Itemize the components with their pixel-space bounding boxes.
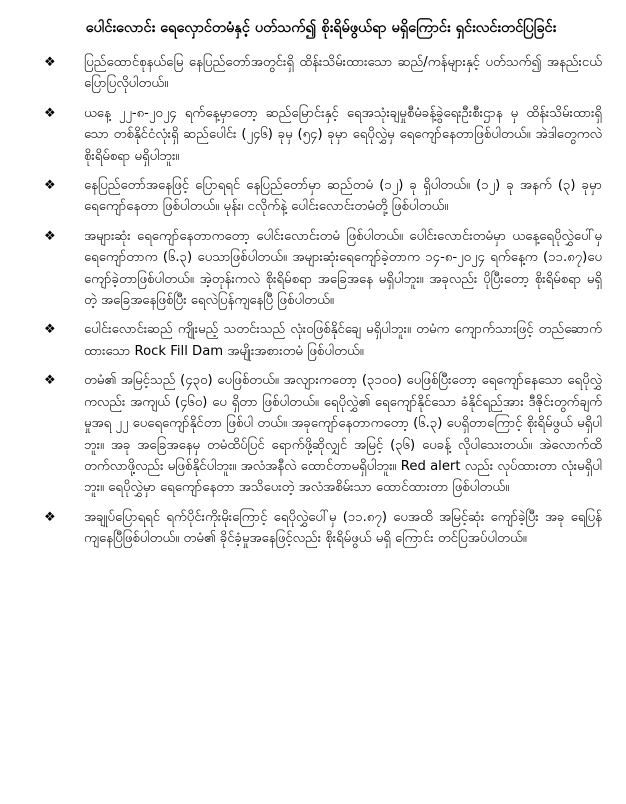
list-item — [40, 226, 602, 312]
list-item — [40, 370, 602, 498]
diamond-bullet-icon: ❖ — [44, 55, 56, 70]
paragraph-text: တမံ၏ အမြင့်သည် (၄၃၀) ပေဖြစ်တယ်။ အလျားကတော့ (၃၁၀၀) ပေဖြစ်ပြီးတော့ ရေကျော်နေသော ရေပိုလွှဲကလည်း အကျယ် (၄၆၀) ပေ ရှိတာ ဖြစ်ပါတယ်။ ရေပိုလွှဲ၏ ရေကျော်နိုင်သော ခံနိုင်ရည်အား ဒီဇိုင်းတွက်ချက်မှုအရ ၂၂ ပေရေကျော်နိုင်တာ ဖြစ်ပါ တယ်။ အခုကျော်နေတာကတော့ (၆.၃) ပေရှိတာကြောင့် စိုးရိမ်ဖွယ် မရှိပါဘူး။ အခု အခြေအနေမှ တမံထိပ်ပြင် ရောက်ဖို့ဆိုလျှင် အမြင့် (၃၆) ပေခန့် လိုပါသေးတယ်။ အဲလောက်ထိ တက်လာဖို့လည်း မဖြစ်နိုင်ပါဘူး။ အလံအနီလဲ ထောင်တာမရှိပါဘူး။ Red alert လည်း လုပ်ထားတာ လုံးမရှိပါဘူး။ ရေပိုလွှဲမှာ ရေကျော်နေတာ အသိပေးတဲ့ အလံအစိမ်းသာ ထောင်ထားတာ ဖြစ်ပါတယ်။ — [84, 373, 602, 496]
paragraph-text: အချုပ်ပြောရရင် ရက်ပိုင်းကိုးမိုးကြောင့် ရေပိုလွှဲပေါ်မှ (၁၁.၈၇) ပေအထိ အမြင့်ဆုံး ကျော်ခဲ့ပြီး အခု ရေပြန်ကျနေပြီဖြစ်ပါတယ်။ တမံ၏ ခိုင်ခံ့မှုအနေဖြင့်လည်း စိုးရိမ်ဖွယ် မရှိ ကြောင်း တင်ပြအပ်ပါတယ်။ — [84, 509, 602, 547]
list-item — [40, 319, 602, 362]
list-item — [40, 175, 602, 218]
paragraph-text: နေပြည်တော်အနေဖြင့် ပြောရရင် နေပြည်တော်မှာ ဆည်တမံ (၁၂) ခု ရှိပါတယ်။ (၁၂) ခု အနက် (၃) ခုမှာ ရေကျော်နေတာ ဖြစ်ပါတယ်။ မုန်း၊ ငလိုက်နဲ့ ပေါင်းလောင်းတမံတို့ ဖြစ်ပါတယ်။ — [84, 178, 602, 215]
diamond-bullet-icon: ❖ — [44, 509, 56, 525]
paragraph-text: ပေါင်းလောင်းဆည် ကျိုးမည့် သတင်းသည် လုံးဝဖြစ်နိုင်ချေ မရှိပါဘူး။ တမံက ကျောက်သားဖြင့် တည်ဆောက်ထားသော Rock Fill Dam အမျိုးအစားတမံ ဖြစ်ပါတယ်။ — [84, 322, 602, 359]
list-item — [40, 507, 602, 550]
paragraph-list — [40, 52, 602, 550]
list-item — [40, 103, 602, 167]
paragraph-text: ပြည်ထောင်စုနယ်မြေ နေပြည်တော်အတွင်းရှိ ထိန်းသိမ်းထားသော ဆည်/ကန်များနှင့် ပတ်သက်၍ အနည်းငယ် ပြောပြလိုပါတယ်။ — [84, 55, 602, 92]
diamond-bullet-icon: ❖ — [44, 373, 56, 389]
diamond-bullet-icon: ❖ — [44, 178, 56, 194]
document-title: ပေါင်းလောင်း ရေလှောင်တမံနှင့် ပတ်သက်၍ စိုးရိမ်ဖွယ်ရာ မရှိကြောင်း ရှင်းလင်းတင်ပြခြင်း — [85, 20, 557, 36]
diamond-bullet-icon: ❖ — [44, 105, 56, 121]
list-item — [40, 52, 602, 95]
paragraph-text: ယနေ့ ၂၂-၈-၂၀၂၄ ရက်နေ့မှာတော့ ဆည်မြောင်းနှင့် ရေအသုံးချမှုစီမံခန့်ခွဲရေးဦးစီးဌာန မှ ထိန်းသိမ်းထားရှိသော တစ်နိုင်ငံလုံးရှိ ဆည်ပေါင်း (၂၄၆) ခုမှ (၅၄) ခုမှာ ရေပိုလွှဲမှ ရေကျော်နေတာဖြစ်ပါတယ်။ အဲဒါတွေကလဲ စိုးရိမ်စရာ မရှိပါဘူး။ — [84, 105, 602, 164]
paragraph-text: အများဆုံး ရေကျော်နေတာကတော့ ပေါင်းလောင်းတမံ ဖြစ်ပါတယ်။ ပေါင်းလောင်းတမံမှာ ယနေ့ရေပိုလွှဲပေါ်မှ ရေကျော်တာက (၆.၃) ပေသာဖြစ်ပါတယ်။ အများဆုံးရေကျော်ခဲ့တာက ၁၄-၈-၂၀၂၄ ရက်နေ့က (၁၁.၈၇)ပေ ကျော်ခဲ့တာဖြစ်ပါတယ်။ အဲ့တုန်းကလဲ စိုးရိမ်စရာ အခြေအနေ မရှိပါဘူး။ အခုလည်း ပိုပြီးတော့ စိုးရိမ်စရာ မရှိတဲ့ အခြေအနေဖြစ်ပြီး ရေလဲပြန်ကျနေပြီ ဖြစ်ပါတယ်။ — [84, 228, 602, 309]
diamond-bullet-icon: ❖ — [44, 322, 56, 338]
diamond-bullet-icon: ❖ — [44, 228, 56, 244]
